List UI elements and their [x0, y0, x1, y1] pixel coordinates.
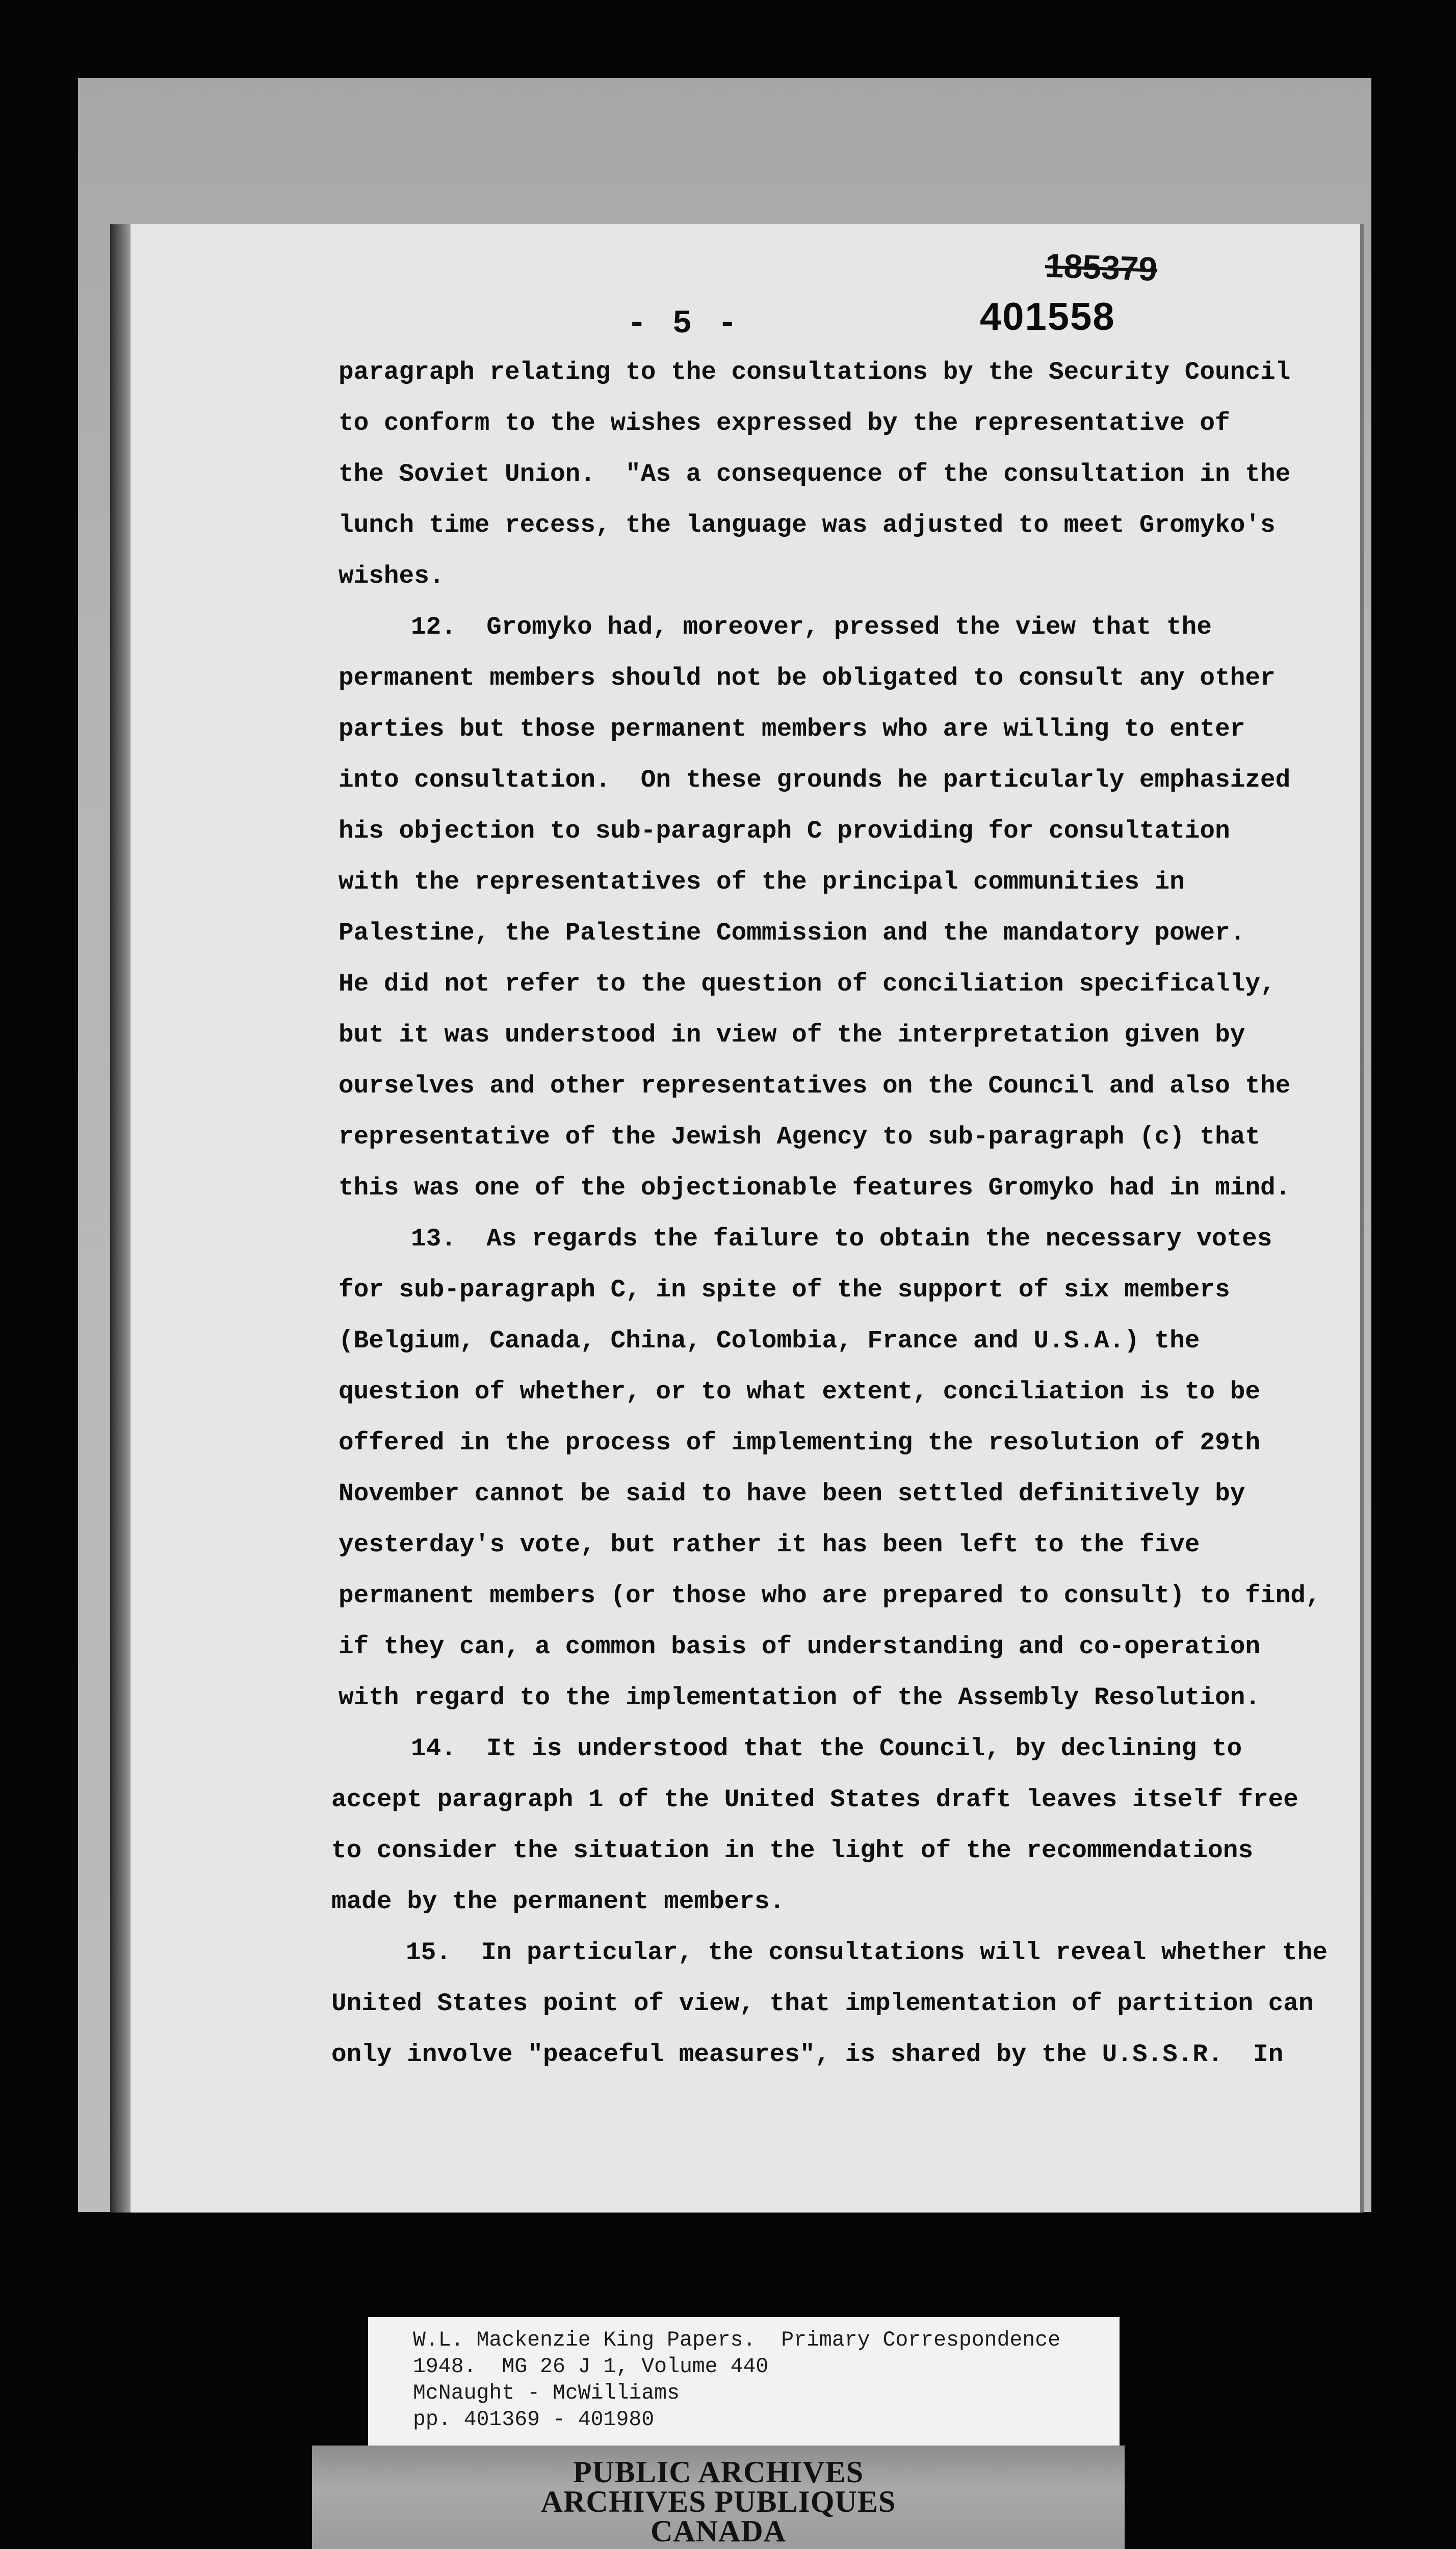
text-line: accept paragraph 1 of the United States draft leaves itself free — [331, 1785, 1298, 1814]
page-number: - 5 - — [627, 306, 741, 343]
text-line: the Soviet Union. "As a consequence of the consultation in the — [339, 460, 1291, 488]
text-line: into consultation. On these grounds he particularly emphasized — [339, 766, 1291, 794]
text-line: Palestine, the Palestine Commission and the mandatory power. — [339, 919, 1245, 947]
text-line: question of whether, or to what extent, conciliation is to be — [339, 1377, 1260, 1406]
text-line: only involve "peaceful measures", is shared by the U.S.S.R. In — [331, 2040, 1284, 2069]
text-line: (Belgium, Canada, China, Colombia, France and U.S.A.) the — [339, 1326, 1200, 1355]
text-line: to consider the situation in the light of the recommendations — [331, 1836, 1253, 1865]
text-line: with regard to the implementation of the Assembly Resolution. — [339, 1683, 1260, 1712]
text-line: permanent members (or those who are prepared to consult) to find, — [339, 1581, 1321, 1610]
text-line: permanent members should not be obligated to consult any other — [339, 664, 1276, 692]
public-archives-stamp — [312, 2446, 1125, 2549]
text-line: He did not refer to the question of conciliation specifically, — [339, 970, 1276, 998]
text-line: offered in the process of implementing the resolution of 29th — [339, 1428, 1260, 1457]
stamp-line: PUBLIC ARCHIVES — [573, 2455, 864, 2489]
text-line: for sub-paragraph C, in spite of the support of six members — [339, 1276, 1230, 1304]
text-line: United States point of view, that implementation of partition can — [331, 1989, 1314, 2018]
text-line: lunch time recess, the language was adjusted to meet Gromyko's — [339, 511, 1276, 539]
text-line: his objection to sub-paragraph C providing for consultation — [339, 817, 1230, 845]
stamp-line: CANADA — [651, 2514, 786, 2548]
label-line: pp. 401369 - 401980 — [413, 2408, 655, 2432]
text-line: this was one of the objectionable features Gromyko had in mind. — [339, 1174, 1291, 1202]
text-line: with the representatives of the principal communities in — [339, 868, 1185, 896]
label-line: McNaught - McWilliams — [413, 2381, 680, 2405]
stamp-line: ARCHIVES PUBLIQUES — [540, 2485, 896, 2518]
text-line: but it was understood in view of the interpretation given by — [339, 1021, 1245, 1049]
text-line: if they can, a common basis of understanding and co-operation — [339, 1632, 1260, 1661]
text-line: wishes. — [339, 562, 445, 590]
text-line: 14. It is understood that the Council, by declining to — [411, 1734, 1242, 1763]
archive-reference-label — [368, 2317, 1120, 2446]
text-line: to conform to the wishes expressed by the representative of — [339, 409, 1230, 437]
text-line: yesterday's vote, but rather it has been left to the five — [339, 1530, 1200, 1559]
text-line: November cannot be said to have been settled definitively by — [339, 1479, 1245, 1508]
text-line: representative of the Jewish Agency to sub-paragraph (c) that — [339, 1123, 1260, 1151]
text-line: 15. In particular, the consultations will reveal whether the — [406, 1938, 1328, 1967]
text-line: made by the permanent members. — [331, 1887, 785, 1916]
text-line: 12. Gromyko had, moreover, pressed the view that the — [411, 613, 1212, 641]
label-line: 1948. MG 26 J 1, Volume 440 — [413, 2355, 769, 2379]
text-line: parties but those permanent members who are willing to enter — [339, 715, 1245, 743]
label-line: W.L. Mackenzie King Papers. Primary Correspondence — [413, 2328, 1061, 2352]
text-line: paragraph relating to the consultations by the Security Council — [339, 358, 1291, 386]
text-line: ourselves and other representatives on the Council and also the — [339, 1072, 1291, 1100]
stamped-reference-number: 401558 — [980, 295, 1115, 339]
text-line: 13. As regards the failure to obtain the necessary votes — [411, 1225, 1272, 1253]
old-reference-number: 185379 — [1044, 246, 1158, 288]
